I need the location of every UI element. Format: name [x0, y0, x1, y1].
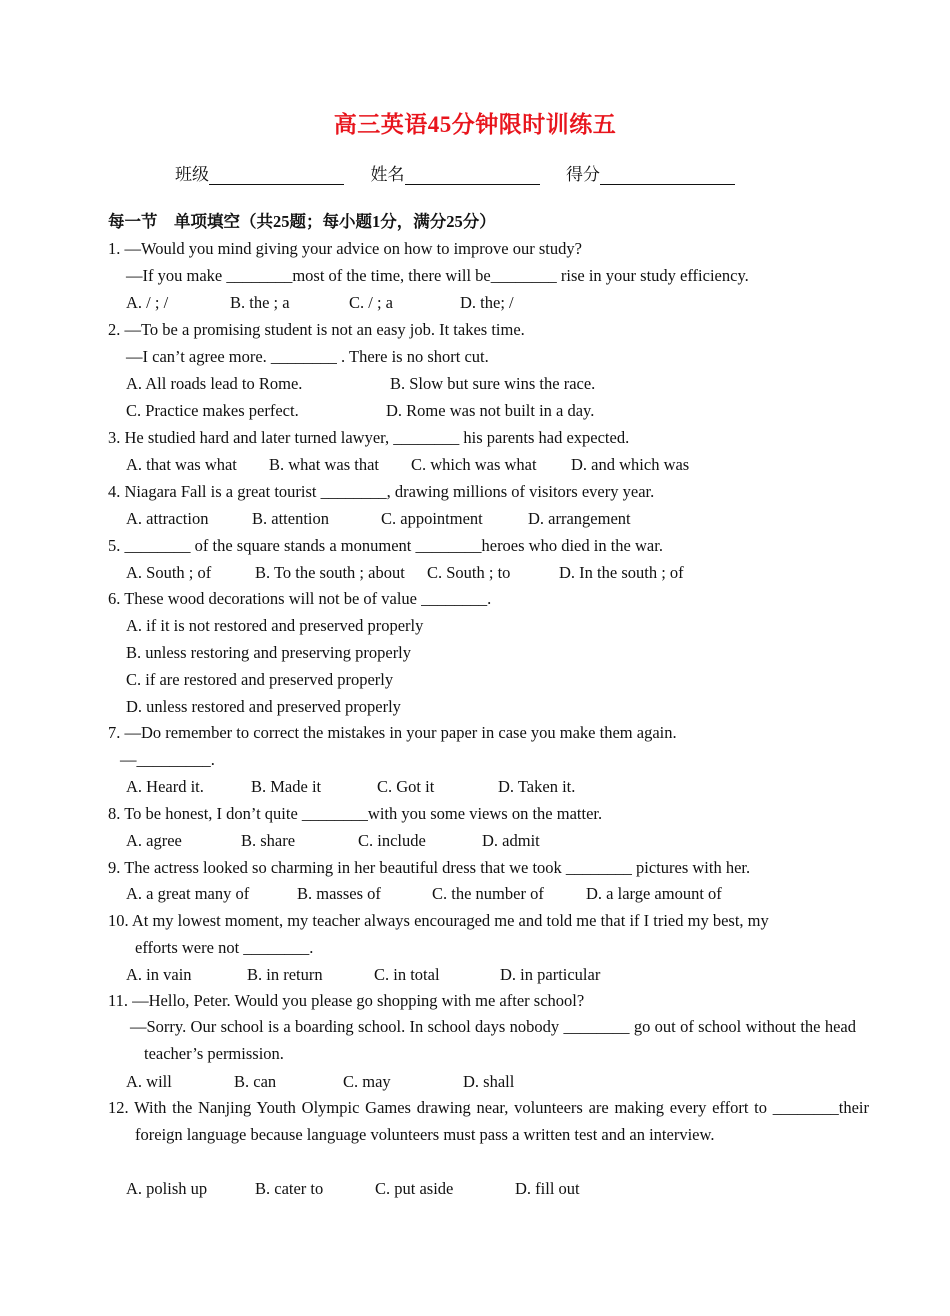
option-d[interactable]: D. Taken it. — [498, 777, 576, 796]
option-a[interactable]: A. if it is not restored and preserved properly — [126, 616, 424, 635]
question-3-stem: 3. He studied hard and later turned lawyer, ________ his parents had expected. — [108, 428, 630, 447]
question-10-stem: 10. At my lowest moment, my teacher always encouraged me and told me that if I tried my best, my — [108, 911, 769, 930]
section-heading: 每一节 单项填空（共25题；每小题1分，满分25分） — [108, 212, 496, 231]
option-d[interactable]: D. unless restored and preserved properly — [126, 697, 401, 716]
question-7-reply: —_________. — [120, 750, 215, 769]
question-2-options-row1 — [126, 374, 595, 394]
option-d[interactable]: D. arrangement — [528, 509, 631, 528]
question-1-stem: 1. —Would you mind giving your advice on how to improve our study? — [108, 239, 582, 258]
option-b[interactable]: B. attention — [252, 509, 329, 528]
question-5-options — [126, 563, 684, 583]
question-3-options — [126, 455, 689, 475]
option-b[interactable]: B. can — [234, 1072, 277, 1091]
question-11-stem: 11. —Hello, Peter. Would you please go shopping with me after school? — [108, 991, 585, 1010]
option-c[interactable]: C. Practice makes perfect. — [126, 401, 299, 420]
option-b[interactable]: B. unless restoring and preserving properly — [126, 643, 412, 662]
option-b[interactable]: B. what was that — [269, 455, 379, 474]
question-9-options — [126, 884, 722, 904]
option-a[interactable]: A. Heard it. — [126, 777, 204, 796]
question-12-stem: 12. With the Nanjing Youth Olympic Games drawing near, volunteers are making every effort to ________their foreign language because language volunteers must pass a written test and an interview. — [108, 1098, 869, 1144]
question-2-stem: 2. —To be a promising student is not an easy job. It takes time. — [108, 320, 525, 339]
question-7-options — [126, 777, 575, 797]
option-c[interactable]: C. if are restored and preserved properly — [126, 670, 394, 689]
option-d[interactable]: D. a large amount of — [586, 884, 722, 903]
question-1-options — [126, 293, 514, 313]
option-c[interactable]: C. may — [343, 1072, 391, 1091]
option-c[interactable]: C. which was what — [411, 455, 537, 474]
option-b[interactable]: B. cater to — [255, 1179, 324, 1198]
question-11-options — [126, 1072, 514, 1092]
option-d[interactable]: D. admit — [482, 831, 540, 850]
option-d[interactable]: D. the; / — [460, 293, 514, 312]
option-b[interactable]: B. Slow but sure wins the race. — [390, 374, 596, 393]
question-9-stem: 9. The actress looked so charming in her beautiful dress that we took ________ pictures with her. — [108, 858, 751, 877]
option-b[interactable]: B. share — [241, 831, 296, 850]
name-blank[interactable] — [405, 166, 540, 185]
question-8-options — [126, 831, 540, 851]
option-b[interactable]: B. in return — [247, 965, 323, 984]
option-b[interactable]: B. the ; a — [230, 293, 290, 312]
option-a[interactable]: A. / ; / — [126, 293, 169, 312]
option-a[interactable]: A. attraction — [126, 509, 209, 528]
option-a[interactable]: A. polish up — [126, 1179, 208, 1198]
option-d[interactable]: D. in particular — [500, 965, 601, 984]
option-a[interactable]: A. agree — [126, 831, 182, 850]
question-2-options-row2 — [126, 401, 594, 421]
name-label: 姓名 — [370, 165, 405, 184]
score-label: 得分 — [566, 165, 600, 184]
option-c[interactable]: C. appointment — [381, 509, 483, 528]
score-blank[interactable] — [600, 166, 735, 185]
option-a[interactable]: A. All roads lead to Rome. — [126, 374, 303, 393]
question-4-options — [126, 509, 631, 529]
option-c[interactable]: C. put aside — [375, 1179, 454, 1198]
option-b[interactable]: B. To the south ; about — [255, 563, 405, 582]
option-d[interactable]: D. fill out — [515, 1179, 580, 1198]
option-a[interactable]: A. that was what — [126, 455, 237, 474]
option-d[interactable]: D. In the south ; of — [559, 563, 684, 582]
class-blank[interactable] — [209, 166, 344, 185]
option-d[interactable]: D. shall — [463, 1072, 515, 1091]
page-title: 高三英语45分钟限时训练五 — [333, 112, 617, 137]
option-c[interactable]: C. Got it — [377, 777, 435, 796]
option-a[interactable]: A. in vain — [126, 965, 192, 984]
option-a[interactable]: A. will — [126, 1072, 172, 1091]
question-2-reply: —I can’t agree more. ________ . There is no short cut. — [126, 347, 489, 366]
option-d[interactable]: D. and which was — [571, 455, 690, 474]
question-12-options — [126, 1179, 580, 1199]
question-7-stem: 7. —Do remember to correct the mistakes in your paper in case you make them again. — [108, 723, 677, 742]
question-1-reply: —If you make ________most of the time, there will be________ rise in your study efficiency. — [126, 266, 749, 285]
option-c[interactable]: C. include — [358, 831, 426, 850]
question-5-stem: 5. ________ of the square stands a monument ________heroes who died in the war. — [108, 536, 663, 555]
option-d[interactable]: D. Rome was not built in a day. — [386, 401, 595, 420]
question-11-reply: —Sorry. Our school is a boarding school. In school days nobody ________ go out of school without the head teacher’s permission. — [130, 1017, 856, 1063]
student-info-row — [175, 160, 735, 185]
question-10-options — [126, 965, 600, 985]
option-a[interactable]: A. South ; of — [126, 563, 212, 582]
option-c[interactable]: C. South ; to — [427, 563, 511, 582]
option-c[interactable]: C. the number of — [432, 884, 544, 903]
question-10-stem-cont: efforts were not ________. — [135, 938, 314, 957]
question-6-stem: 6. These wood decorations will not be of value ________. — [108, 589, 492, 608]
question-4-stem: 4. Niagara Fall is a great tourist ________, drawing millions of visitors every year. — [108, 482, 655, 501]
option-b[interactable]: B. Made it — [251, 777, 322, 796]
class-label: 班级 — [175, 165, 209, 184]
question-8-stem: 8. To be honest, I don’t quite ________with you some views on the matter. — [108, 804, 603, 823]
option-a[interactable]: A. a great many of — [126, 884, 250, 903]
option-b[interactable]: B. masses of — [297, 884, 381, 903]
option-c[interactable]: C. in total — [374, 965, 440, 984]
option-c[interactable]: C. / ; a — [349, 293, 393, 312]
